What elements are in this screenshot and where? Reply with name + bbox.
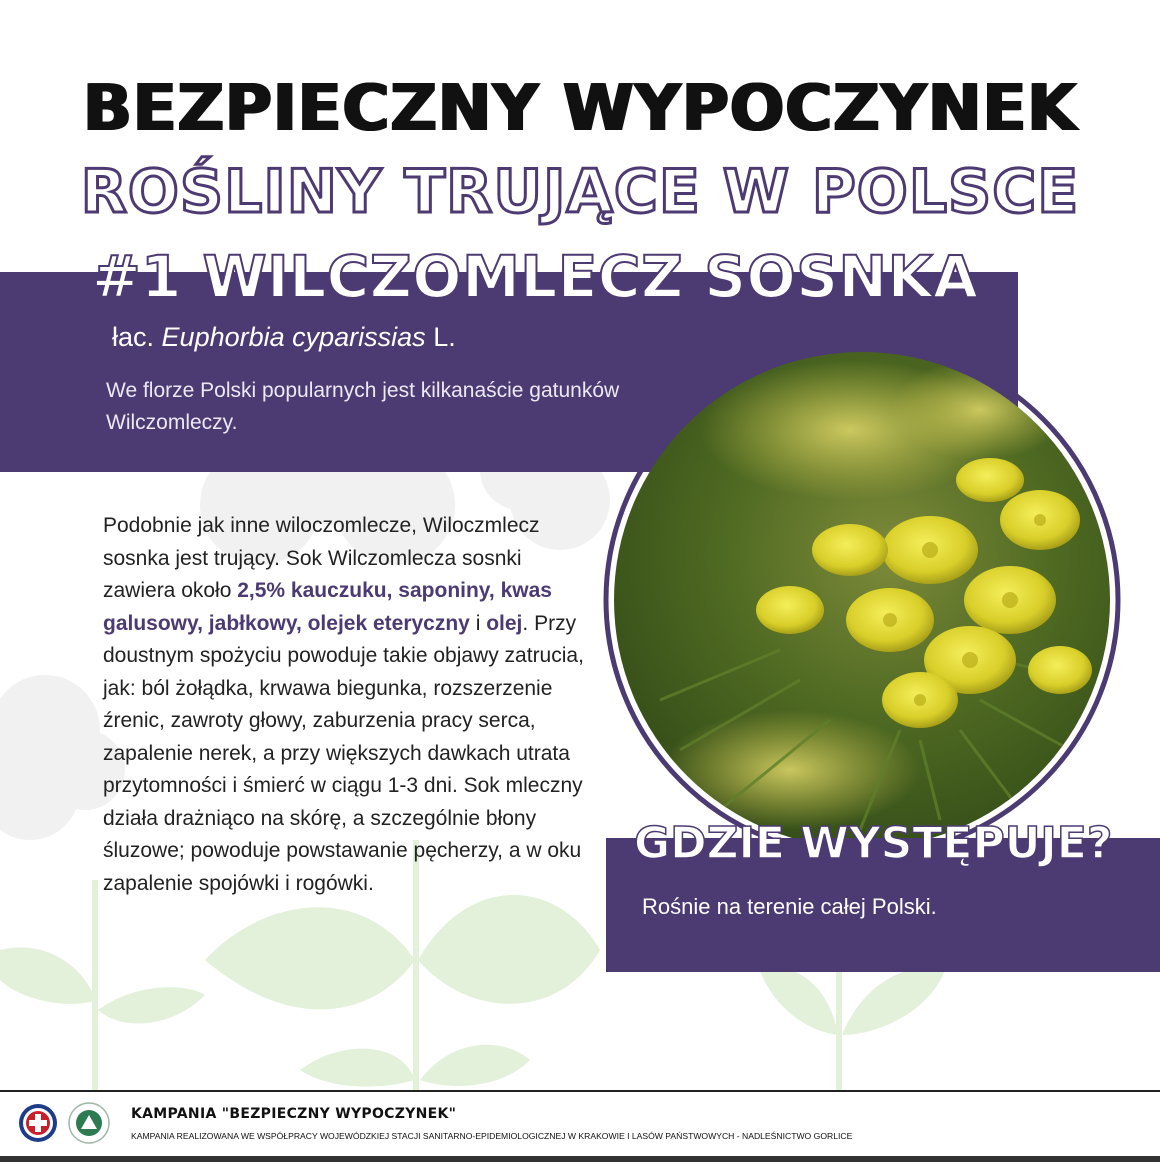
footer-divider xyxy=(0,1090,1160,1092)
footer-campaign-title: KAMPANIA "BEZPIECZNY WYPOCZYNEK" xyxy=(131,1106,457,1122)
latin-name-line xyxy=(112,322,456,353)
series-subtitle: ROŚLINY TRUJĄCE W POLSCE xyxy=(80,157,1080,227)
species-heading: #1 WILCZOMLECZ SOSNKA xyxy=(92,243,979,311)
description-highlight: olej xyxy=(486,611,523,635)
species-description xyxy=(103,510,589,900)
plant-photo xyxy=(600,350,1124,860)
footer-campaign-note: KAMPANIA REALIZOWANA WE WSPÓŁPRACY WOJEWÓDZKIEJ STACJI SANITARNO-EPIDEMIOLOGICZNEJ W KRAKOWIE I LASÓW PAŃSTWOWYCH - NADLEŚNICTWO GORLICE xyxy=(131,1131,853,1141)
latin-prefix: łac. xyxy=(112,322,155,352)
occurrence-text: Rośnie na terenie całej Polski. xyxy=(642,894,937,919)
sanepid-logo xyxy=(18,1103,58,1143)
occurrence-heading: GDZIE WYSTĘPUJE? xyxy=(634,818,1113,869)
latin-name: Euphorbia cyparissias xyxy=(161,322,426,352)
description-text: Podobnie jak inne wiloczomlecze, Wiloczmlecz sosnka jest trujący. Sok Wilczomlecza sosnki zawiera około xyxy=(103,514,540,602)
description-highlight: 2,5% kauczuku, saponiny, kwas galusowy, jabłkowy, olejek eteryczny xyxy=(103,579,552,635)
species-intro: We florze Polski popularnych jest kilkanaście gatunków Wilczomleczy. xyxy=(106,379,620,434)
campaign-title: BEZPIECZNY WYPOCZYNEK xyxy=(82,72,1078,146)
latin-author: L. xyxy=(433,322,456,352)
footer-bottom-bar xyxy=(0,1156,1160,1162)
description-text: . Przy doustnym spożyciu powoduje takie objawy zatrucia, jak: ból żołądka, krwawa biegunka, rozszerzenie źrenic, zawroty głowy, zaburzenia pracy serca, zapalenie nerek, a przy większych dawkach utrata przytomności i śmierć w ciągu 1-3 dni. Sok mleczny działa drażniąco na skórę, a szczególnie błony śluzowe; powoduje powstawanie pęcherzy, a w oku zapalenie spojówki i rogówki. xyxy=(103,611,584,895)
description-text: i xyxy=(469,611,487,635)
forestry-logo xyxy=(67,1101,111,1145)
